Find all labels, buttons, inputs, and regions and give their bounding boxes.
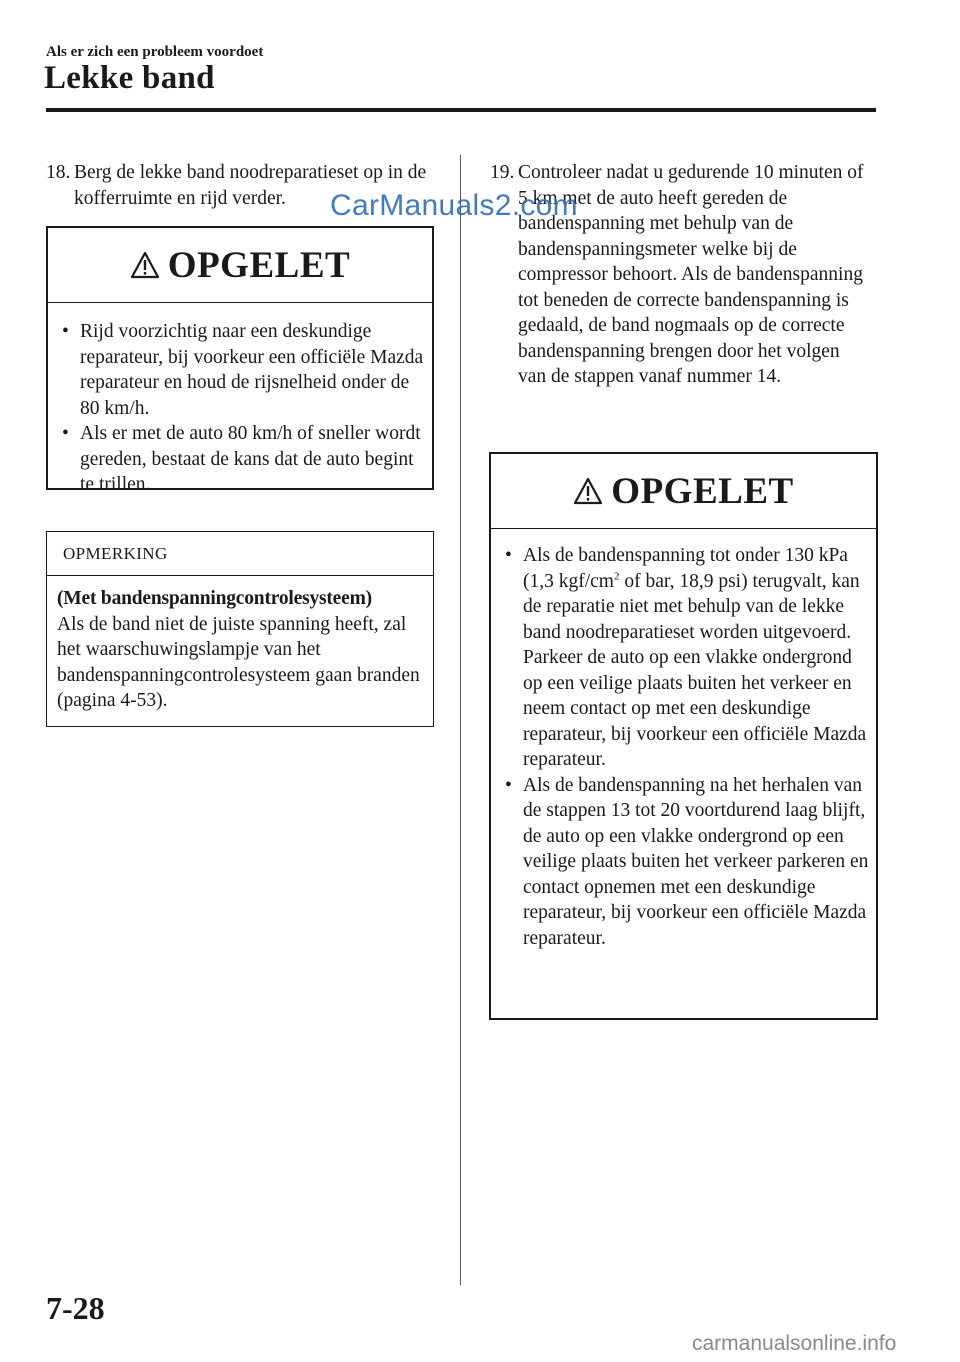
note-title: OPMERKING xyxy=(47,532,433,576)
warning-triangle-icon xyxy=(573,477,603,505)
note-text: Als de band niet de juiste spanning heeft, zal het waarschuwingslampje van het bandenspanningcontrolesysteem gaan branden (pagina 4-53). xyxy=(57,613,420,711)
caution-header xyxy=(48,228,432,303)
watermark-text: CarManuals2.com xyxy=(330,189,578,222)
caution-title: OPGELET xyxy=(167,244,351,286)
step-number: 19. xyxy=(490,162,515,183)
warning-triangle-icon xyxy=(130,251,160,279)
section-label: Als er zich een probleem voordoet xyxy=(46,44,264,60)
list-item: • Als de bandenspanning na het herhalen van de stappen 13 tot 20 voortdurend laag blijft, de auto op een vlakke ondergrond op een veilige plaats buiten het verkeer parkeren en contact opnemen met een deskundige reparateur, bij voorkeur een officiële Mazda reparateur. xyxy=(505,774,869,949)
caution-title: OPGELET xyxy=(611,470,794,512)
caution-list xyxy=(491,529,876,951)
list-item: • Als de bandenspanning tot onder 130 kPa (1,3 kgf/$cm^2$ of bar, 18,9 psi) terugvalt, kan de reparatie niet met behulp van de lekke band noodreparatieset worden uitgevoerd. Parkeer de auto op een vlakke ondergrond op een veilige plaats buiten het verkeer en neem contact op met een deskundige reparateur, bij voorkeur een officiële Mazda reparateur. xyxy=(505,545,867,770)
step-text: Controleer nadat u gedurende 10 minuten of 5 km met de auto heeft gereden de bandenspanning met behulp van de bandenspanningsmeter welke bij de compressor behoort. Als de bandenspanning tot beneden de correcte bandenspanning is gedaald, de band nogmaals op de correcte bandenspanning brengen door het volgen van de stappen vanaf nummer 14. xyxy=(518,162,864,387)
note-body xyxy=(47,576,433,714)
footer-site-text: carmanualsonline.info xyxy=(692,1332,897,1355)
caution-box-right xyxy=(489,452,878,1020)
caution-box-left xyxy=(46,226,434,495)
note-box xyxy=(46,531,434,727)
column-divider xyxy=(460,155,461,1285)
step-number: 18. xyxy=(46,162,71,183)
note-subtitle: (Met bandenspanningcontrolesysteem) xyxy=(57,588,372,609)
page-number: 7-28 xyxy=(46,1290,105,1326)
caution-list xyxy=(48,303,432,498)
step-text: Berg de lekke band noodreparatieset op in de kofferruimte en rijd verder. xyxy=(74,162,427,209)
list-item: • Als er met de auto 80 km/h of sneller wordt gereden, bestaat de kans dat de auto begint te trillen. xyxy=(62,423,421,495)
page-title: Lekke band xyxy=(44,60,215,96)
title-rule xyxy=(46,108,876,112)
caution-header xyxy=(491,454,876,529)
list-item: • Rijd voorzichtig naar een deskundige reparateur, bij voorkeur een officiële Mazda reparateur en houd de rijsnelheid onder de 80 km/h. xyxy=(62,321,424,419)
